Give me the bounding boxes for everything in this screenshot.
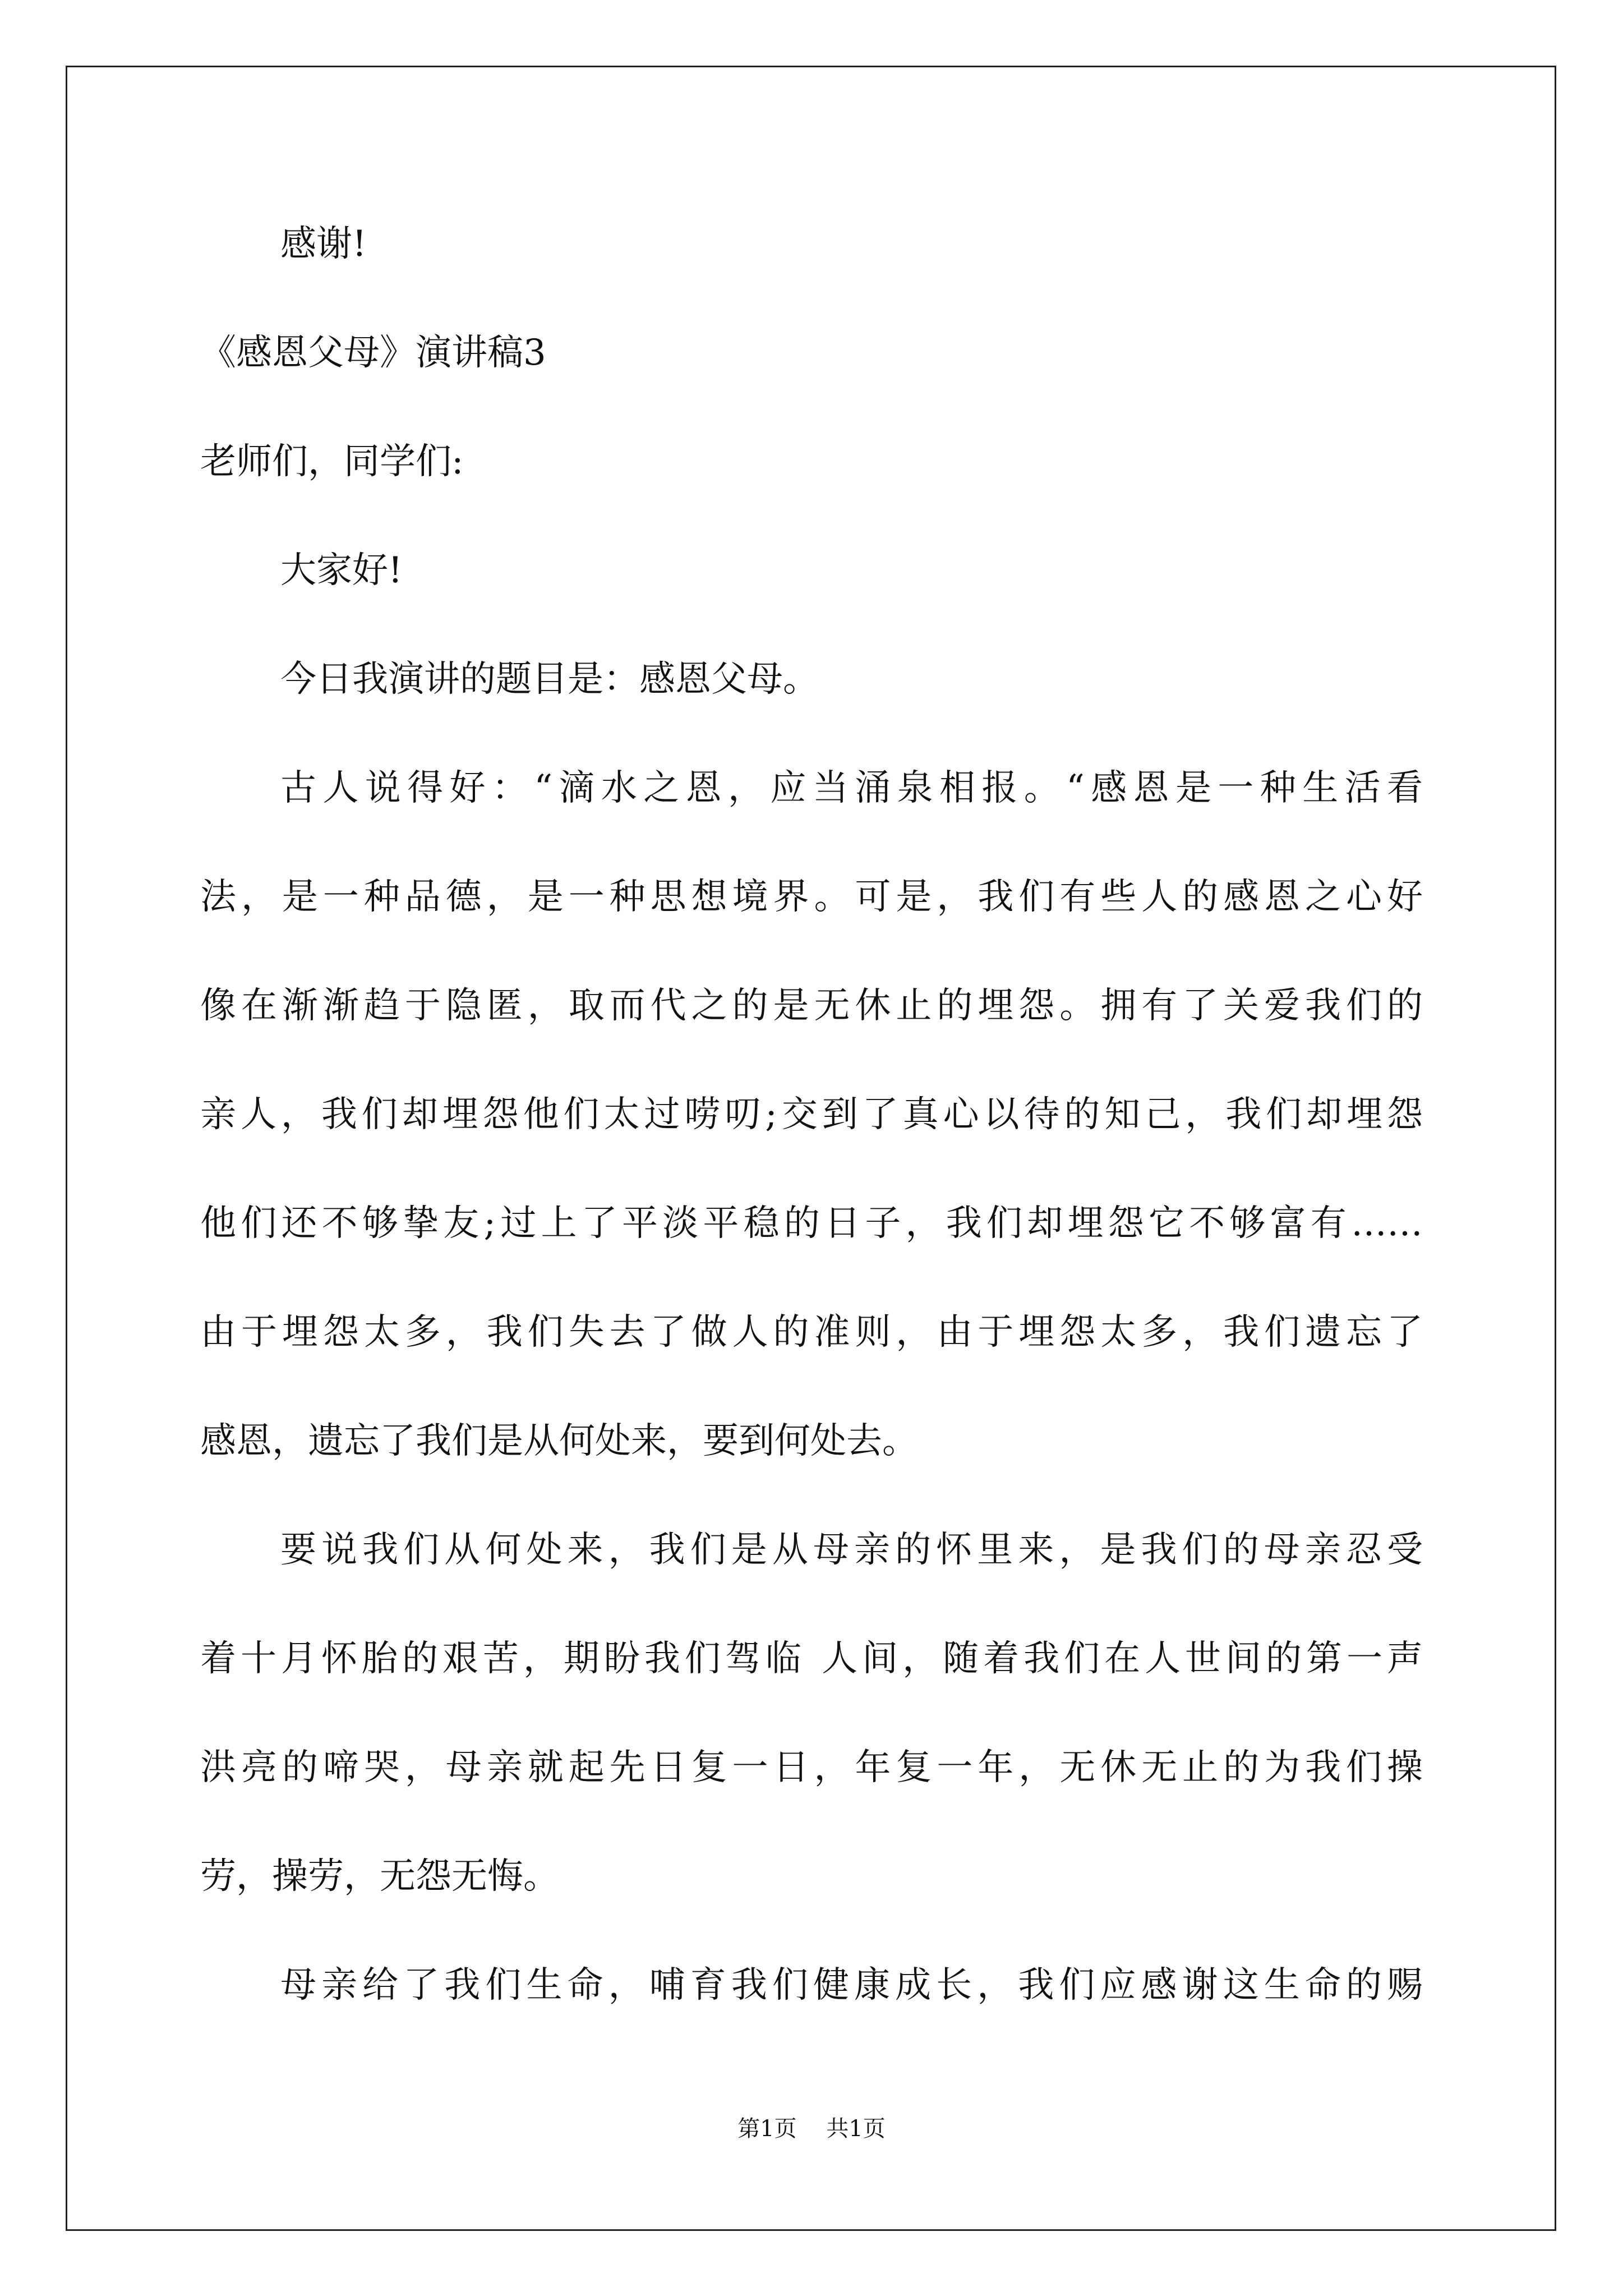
text-line-8: 像在渐渐趋于隐匿，取而代之的是无休止的埋怨。拥有了关爱我们的 bbox=[200, 985, 1423, 1027]
text-line-13: 要说我们从何处来，我们是从母亲的怀里来，是我们的母亲忍受 bbox=[280, 1529, 1423, 1571]
page-number: 第1页 bbox=[737, 2116, 797, 2142]
page-total: 共1页 bbox=[826, 2116, 886, 2142]
page-footer bbox=[0, 2115, 1623, 2143]
text-line-3: 老师们，同学们: bbox=[200, 441, 464, 482]
text-line-5: 今日我演讲的题目是：感恩父母。 bbox=[280, 659, 819, 700]
text-line-1: 感谢! bbox=[280, 223, 367, 265]
document-body bbox=[200, 219, 1423, 2069]
text-line-15: 洪亮的啼哭，母亲就起先日复一日，年复一年，无休无止的为我们操 bbox=[200, 1747, 1423, 1788]
text-line-4: 大家好! bbox=[280, 550, 403, 591]
text-line-9: 亲人，我们却埋怨他们太过唠叨;交到了真心以待的知己，我们却埋怨 bbox=[200, 1094, 1423, 1135]
text-line-17: 母亲给了我们生命，哺育我们健康成长，我们应感谢这生命的赐 bbox=[280, 1964, 1423, 2006]
text-line-2: 《感恩父母》演讲稿3 bbox=[200, 332, 546, 374]
text-line-11: 由于埋怨太多，我们失去了做人的准则，由于埋怨太多，我们遗忘了 bbox=[200, 1312, 1423, 1353]
text-line-7: 法，是一种品德，是一种思想境界。可是，我们有些人的感恩之心好 bbox=[200, 876, 1423, 918]
text-line-14: 着十月怀胎的艰苦，期盼我们驾临 人间，随着我们在人世间的第一声 bbox=[200, 1638, 1423, 1680]
text-line-10: 他们还不够挚友;过上了平淡平稳的日子，我们却埋怨它不够富有…… bbox=[200, 1203, 1423, 1244]
text-line-16: 劳，操劳，无怨无悔。 bbox=[200, 1856, 559, 1897]
text-line-6: 古人说得好：“滴水之恩，应当涌泉相报。“感恩是一种生活看 bbox=[280, 767, 1423, 809]
text-line-12: 感恩，遗忘了我们是从何处来，要到何处去。 bbox=[200, 1420, 918, 1462]
